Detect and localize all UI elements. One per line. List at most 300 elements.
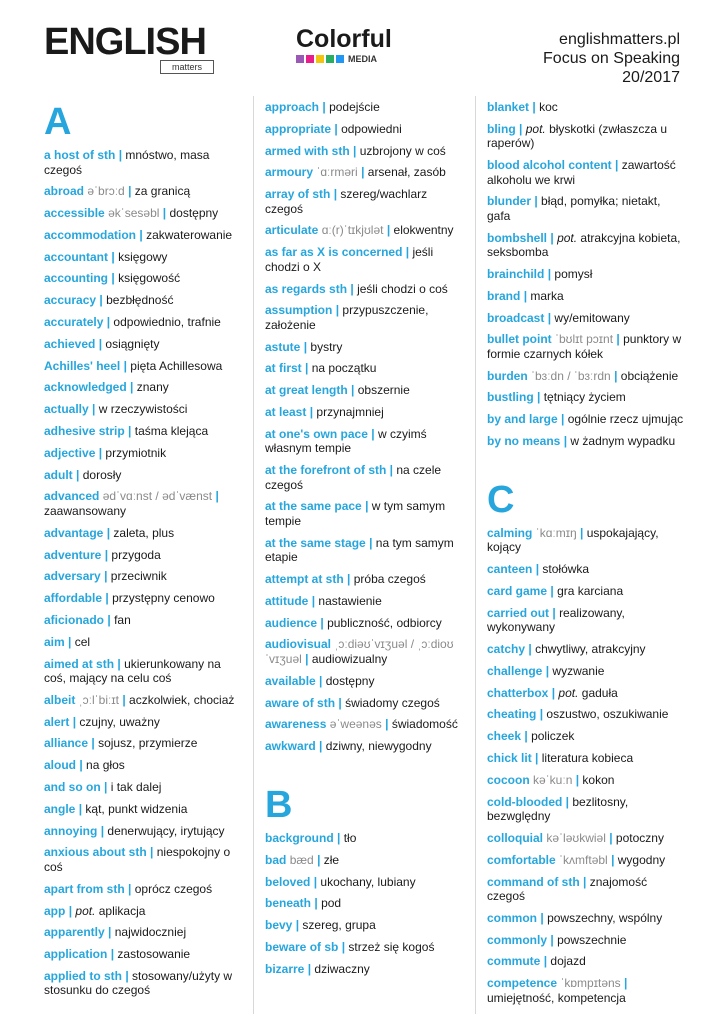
entry-separator: | [385, 717, 389, 732]
entry-separator: | [320, 615, 324, 630]
entry-term: a host of sth [44, 148, 116, 162]
entry-separator: | [552, 605, 556, 620]
entry-term: alert [44, 714, 70, 729]
entry-term: blanket [487, 100, 530, 114]
entry-separator: | [307, 961, 312, 976]
entry-translation: uspokajający, kojący [487, 525, 659, 555]
entry-pronunciation: əˈbrɔːd [87, 184, 125, 199]
glossary-entry [487, 933, 687, 948]
entry-separator: | [79, 758, 83, 773]
entry-term: attitude [265, 593, 309, 608]
entry-translation: aplikacja [98, 903, 146, 918]
glossary-entry [265, 918, 467, 933]
entry-term: accurately [44, 315, 104, 330]
entry-separator: | [128, 424, 132, 439]
entry-translation: atrakcyjna kobieta, seksbomba [487, 230, 681, 260]
entry-translation: ogólnie rzecz ujmując [567, 412, 684, 427]
glossary-entry [487, 773, 687, 788]
glossary-entry [44, 184, 244, 199]
entry-separator: | [72, 714, 77, 729]
entry-term: assumption [265, 303, 333, 318]
entry-separator: | [125, 968, 129, 983]
glossary-entry [487, 390, 687, 405]
entry-translation: przymiotnik [105, 445, 167, 460]
glossary-entry [265, 187, 467, 216]
entry-term: abroad [44, 184, 85, 199]
glossary-entry [487, 729, 687, 744]
entry-translation: odpowiednio, trafnie [113, 315, 221, 330]
entry-translation: zawartość alkoholu we krwi [487, 158, 676, 187]
glossary-entry [487, 875, 687, 904]
entry-translation: chwytliwy, atrakcyjny [535, 642, 646, 657]
entry-translation: obciążenie [620, 368, 679, 383]
section-gap [487, 456, 687, 478]
entry-pronunciation: ˈkɒmpɪtəns [560, 976, 621, 991]
glossary-entry [44, 250, 244, 265]
entry-term: bustling [487, 390, 534, 405]
entry-translation: na głos [86, 758, 125, 773]
glossary-entry [487, 584, 687, 599]
entry-term: chick lit [487, 751, 532, 766]
entry-translation: obszernie [357, 383, 410, 398]
entry-separator: | [91, 736, 95, 751]
entry-translation: przystępny cenowo [112, 591, 215, 606]
entry-translation: wygodny [617, 852, 666, 867]
glossary-entry [487, 954, 687, 969]
entry-term: cocoon [487, 772, 530, 787]
entry-term: awareness [265, 717, 327, 732]
entry-separator: | [341, 939, 346, 954]
media-square-icon [296, 55, 304, 63]
glossary-entry [265, 616, 467, 631]
glossary-entry [265, 361, 467, 376]
entry-translation: błyskotki (zwłaszcza u raperów) [487, 121, 668, 151]
entry-separator: | [104, 547, 109, 562]
entry-translation: literatura kobieca [541, 751, 634, 766]
entry-separator: | [523, 288, 528, 303]
glossary-entry [265, 739, 467, 754]
entry-translation: świadomość [391, 717, 458, 732]
entry-term: armoury [265, 165, 314, 180]
entry-term: cheek [487, 729, 522, 744]
glossary-entry [44, 925, 244, 940]
glossary-entry [487, 434, 687, 449]
entry-separator: | [108, 925, 112, 940]
glossary-entry [265, 405, 467, 420]
glossary-entry [44, 635, 244, 650]
glossary-entry [265, 100, 467, 115]
entry-separator: | [309, 405, 314, 420]
entry-term: annoying [44, 823, 98, 838]
glossary-entry [44, 736, 244, 751]
glossary-entry [487, 606, 687, 635]
entry-separator: | [303, 339, 308, 354]
entry-translation: bezbłędność [106, 293, 174, 308]
glossary-entry [265, 499, 467, 528]
media-square-icon [316, 55, 324, 63]
entry-translation: audiowizualny [311, 651, 388, 666]
column-divider [475, 96, 476, 1014]
glossary-entry [44, 271, 244, 286]
entry-term: affordable [44, 591, 103, 606]
page-header [0, 0, 725, 92]
entry-term: bullet point [487, 332, 552, 347]
entry-term: available [265, 673, 316, 688]
entry-separator: | [104, 569, 108, 584]
publication-info [543, 30, 680, 87]
section-letter: C [487, 478, 515, 521]
issue-number: 20/2017 [622, 69, 680, 86]
glossary-entry [265, 674, 467, 689]
glossary-column-2 [265, 100, 467, 984]
entry-term: by no means [487, 434, 561, 449]
entry-separator: | [117, 656, 121, 671]
entry-translation: ukochany, lubiany [320, 874, 416, 889]
glossary-entry [44, 446, 244, 461]
entry-separator: | [353, 143, 357, 158]
entry-translation: przynajmniej [316, 405, 384, 420]
entry-term: as regards sth [265, 281, 348, 296]
glossary-entry [487, 100, 687, 115]
entry-pronunciation: ˌɔːdiəʊˈvɪʒuəl / ˌɔːdioʊˈvɪʒuəl [265, 637, 454, 666]
glossary-entry [487, 795, 687, 824]
entry-pronunciation: ɑː(r)ˈtɪkjʊlət [321, 223, 384, 238]
entry-separator: | [98, 445, 103, 460]
entry-term: array of sth [265, 187, 331, 202]
entry-term: and so on [44, 780, 101, 795]
glossary-entry [44, 424, 244, 439]
glossary-entry [487, 526, 687, 555]
entry-separator: | [333, 187, 338, 202]
entry-term: alliance [44, 736, 89, 751]
entry-term: bevy [265, 918, 293, 933]
entry-pronunciation: ˈɑːrməri [316, 165, 358, 180]
entry-term: commonly [487, 932, 548, 947]
glossary-entry [44, 591, 244, 606]
entry-term: aim [44, 634, 65, 649]
entry-separator: | [563, 434, 568, 449]
glossary-column-1 [44, 100, 244, 1005]
entry-term: at one's own pace [265, 426, 368, 441]
entry-separator: | [547, 266, 552, 281]
entry-term: challenge [487, 663, 543, 678]
entry-translation: cel [74, 634, 91, 649]
entry-separator: | [616, 332, 620, 347]
entry-translation: podejście [329, 100, 380, 114]
entry-translation: ukierunkowany na coś, mający na celu coś [44, 656, 221, 686]
entry-term: actually [44, 402, 89, 417]
entry-separator: | [68, 634, 72, 649]
entry-term: bombshell [487, 230, 548, 245]
glossary-entry [487, 562, 687, 577]
entry-term: at great length [265, 383, 348, 398]
glossary-entry [487, 231, 687, 260]
entry-pronunciation: ˈbɜːdn / ˈbɜːrdn [531, 368, 611, 383]
entry-separator: | [311, 593, 316, 608]
entry-translation: w tym samym tempie [265, 499, 446, 528]
entry-translation: osiągnięty [105, 336, 160, 351]
entry-term: advanced [44, 489, 100, 504]
entry-term: adhesive strip [44, 424, 125, 439]
entry-term: canteen [487, 562, 533, 577]
entry-translation: księgowy [118, 249, 168, 264]
entry-translation: przypuszczenie, założenie [265, 303, 429, 332]
entry-separator: | [561, 412, 565, 427]
entry-translation: zaleta, plus [113, 525, 175, 540]
entry-separator: | [535, 562, 540, 577]
glossary-entry [265, 536, 467, 565]
entry-translation: tło [343, 830, 357, 845]
entry-translation: gra karciana [557, 583, 624, 598]
entry-translation: powszechnie [557, 932, 627, 947]
entry-separator: | [128, 184, 132, 199]
entry-translation: niespokojny o coś [44, 845, 231, 874]
entry-pronunciation: ˈbʊlɪt pɔɪnt [555, 332, 614, 347]
entry-translation: umiejętność, kompetencja [487, 990, 626, 1005]
glossary-entry [44, 613, 244, 628]
glossary-entry [44, 569, 244, 584]
entry-translation: wy/emitowany [554, 310, 630, 325]
entry-translation: znany [136, 380, 169, 395]
entry-term: beneath [265, 896, 312, 911]
entry-separator: | [139, 227, 143, 242]
entry-separator: | [389, 463, 394, 478]
entry-term: anxious about sth [44, 845, 147, 860]
entry-term: cold-blooded [487, 794, 563, 809]
glossary-entry [487, 642, 687, 657]
glossary-entry [265, 896, 467, 911]
entry-term: accessible [44, 206, 105, 221]
glossary-entry [487, 332, 687, 361]
entry-translation: na czele czegoś [265, 463, 442, 492]
entry-separator: | [386, 223, 391, 238]
entry-term: achieved [44, 336, 96, 351]
entry-term: apparently [44, 925, 105, 940]
entry-term: as far as X is concerned [265, 245, 403, 260]
glossary-entry [44, 228, 244, 243]
entry-term: articulate [265, 223, 319, 238]
glossary-entry [487, 976, 687, 1005]
entry-term: burden [487, 368, 528, 383]
glossary-entry [265, 831, 467, 846]
glossary-entry [44, 402, 244, 417]
entry-term: cheating [487, 707, 537, 722]
entry-translation: powszechny, wspólny [547, 910, 663, 925]
entry-translation: mnóstwo, masa czegoś [44, 148, 210, 177]
glossary-entry [265, 853, 467, 868]
entry-translation: jeśli chodzi o coś [357, 281, 448, 296]
glossary-entry [487, 267, 687, 282]
entry-translation: złe [323, 852, 340, 867]
glossary-entry [487, 412, 687, 427]
entry-separator: | [111, 271, 115, 286]
media-label: MEDIA [348, 54, 377, 64]
entry-translation: wyzwanie [552, 663, 605, 678]
glossary-entry [265, 144, 467, 159]
entry-term: at the same stage [265, 535, 366, 550]
entry-separator: | [371, 426, 375, 441]
entry-term: accounting [44, 271, 109, 286]
glossary-entry [265, 427, 467, 456]
glossary-entry [44, 380, 244, 395]
glossary-entry [44, 359, 244, 374]
entry-translation: dorosły [82, 467, 122, 482]
entry-translation: próba czegoś [353, 572, 426, 587]
entry-separator: | [111, 249, 115, 264]
entry-register: pot. [558, 685, 579, 700]
entry-term: chatterbox [487, 685, 549, 700]
entry-term: aloud [44, 758, 76, 773]
entry-pronunciation: ˈkʌmftəbl [559, 852, 608, 867]
publication-title: Focus on Speaking [543, 50, 680, 67]
entry-term: audiovisual [265, 637, 332, 652]
entry-translation: arsenał, zasób [367, 165, 446, 180]
entry-translation: w rzeczywistości [98, 402, 188, 417]
entry-translation: elokwentny [393, 223, 454, 238]
glossary-entry [44, 337, 244, 352]
section-letter: B [265, 783, 293, 826]
entry-term: appropriate [265, 121, 332, 136]
entry-translation: fan [114, 612, 131, 627]
entry-separator: | [150, 845, 154, 860]
entry-separator: | [338, 695, 342, 710]
entry-term: broadcast [487, 310, 545, 325]
entry-separator: | [540, 910, 544, 925]
entry-translation: pomysł [554, 266, 593, 281]
entry-separator: | [118, 148, 123, 162]
entry-pronunciation: kəˈkuːn [533, 772, 573, 787]
entry-separator: | [539, 707, 544, 722]
entry-separator: | [365, 499, 369, 514]
entry-separator: | [78, 801, 83, 816]
glossary-entry [44, 780, 244, 795]
entry-term: catchy [487, 642, 526, 657]
glossary-entry [44, 947, 244, 962]
entry-term: application [44, 947, 108, 962]
glossary-entry [487, 751, 687, 766]
glossary-entry [265, 962, 467, 977]
entry-translation: oprócz czegoś [134, 881, 213, 896]
glossary-entry [265, 572, 467, 587]
entry-separator: | [550, 932, 554, 947]
entry-term: background [265, 830, 334, 845]
entry-pronunciation: ədˈvɑːnst / ədˈvænst [102, 489, 213, 504]
entry-separator: | [314, 896, 318, 911]
entry-separator: | [543, 954, 548, 969]
entry-term: common [487, 910, 538, 925]
entry-pronunciation: kəˈləʊkwiəl [546, 830, 606, 845]
entry-separator: | [106, 315, 111, 330]
entry-translation: policzek [531, 729, 575, 744]
entry-translation: gaduła [581, 685, 618, 700]
glossary-entry [265, 696, 467, 711]
entry-separator: | [535, 751, 539, 766]
glossary-entry [265, 282, 467, 297]
entry-separator: | [583, 874, 587, 889]
entry-separator: | [107, 612, 111, 627]
entry-term: accountant [44, 249, 109, 264]
glossary-column-3 [487, 100, 687, 1013]
entry-separator: | [580, 525, 584, 540]
entry-term: card game [487, 583, 548, 598]
entry-translation: publiczność, odbiorcy [327, 615, 442, 630]
entry-term: beloved [265, 874, 311, 889]
entry-translation: stołówka [542, 562, 590, 577]
glossary-entry [265, 245, 467, 274]
entry-term: beware of sb [265, 939, 339, 954]
glossary-entry [44, 969, 244, 998]
glossary-entry [265, 594, 467, 609]
entry-separator: | [611, 852, 615, 867]
entry-term: blood alcohol content [487, 158, 612, 173]
glossary-entry [44, 657, 244, 686]
entry-translation: sojusz, przymierze [98, 736, 198, 751]
glossary-entry [265, 717, 467, 732]
entry-term: at the same pace [265, 499, 362, 514]
entry-translation: stosowany/użyty w stosunku do czegoś [44, 968, 233, 998]
entry-translation: szereg, grupa [302, 918, 376, 933]
entry-term: commute [487, 954, 541, 969]
entry-separator: | [609, 830, 613, 845]
entry-register: pot. [525, 121, 546, 136]
media-square-icon [326, 55, 334, 63]
entry-separator: | [550, 583, 554, 598]
entry-separator: | [319, 739, 323, 754]
entry-term: aimed at sth [44, 656, 115, 671]
entry-term: by and large [487, 412, 558, 427]
entry-translation: za granicą [134, 184, 191, 199]
glossary-entry [487, 289, 687, 304]
glossary-entry [265, 340, 467, 355]
entry-separator: | [551, 685, 556, 700]
entry-separator: | [128, 881, 132, 896]
entry-translation: strzeż się kogoś [348, 939, 435, 954]
entry-separator: | [305, 361, 309, 376]
entry-translation: taśma klejąca [134, 424, 209, 439]
glossary-entry [44, 904, 244, 919]
entry-separator: | [334, 121, 338, 136]
entry-term: accommodation [44, 227, 137, 242]
entry-term: colloquial [487, 830, 544, 845]
glossary-entry [44, 548, 244, 563]
entry-separator: | [565, 794, 570, 809]
entry-translation: szereg/wachlarz czegoś [265, 187, 428, 216]
entry-translation: zastosowanie [117, 947, 191, 962]
entry-term: at least [265, 405, 307, 420]
entry-term: albeit [44, 692, 76, 707]
entry-translation: kokon [582, 772, 615, 787]
entry-separator: | [215, 489, 219, 504]
entry-term: aficionado [44, 612, 105, 627]
entry-term: comfortable [487, 852, 556, 867]
entry-term: at the forefront of sth [265, 463, 387, 478]
entry-separator: | [519, 121, 523, 136]
entry-separator: | [99, 293, 103, 308]
entry-translation: marka [530, 288, 564, 303]
column-divider [253, 96, 254, 1014]
entry-separator: | [105, 591, 109, 606]
glossary-entry [487, 664, 687, 679]
entry-separator: | [104, 780, 108, 795]
entry-translation: zakwaterowanie [146, 227, 233, 242]
entry-separator: | [106, 525, 111, 540]
glossary-entry [44, 148, 244, 177]
glossary-entry [44, 206, 244, 221]
glossary-entry [44, 824, 244, 839]
entry-separator: | [615, 158, 619, 173]
entry-translation: świadomy czegoś [345, 695, 440, 710]
glossary-entry [265, 463, 467, 492]
